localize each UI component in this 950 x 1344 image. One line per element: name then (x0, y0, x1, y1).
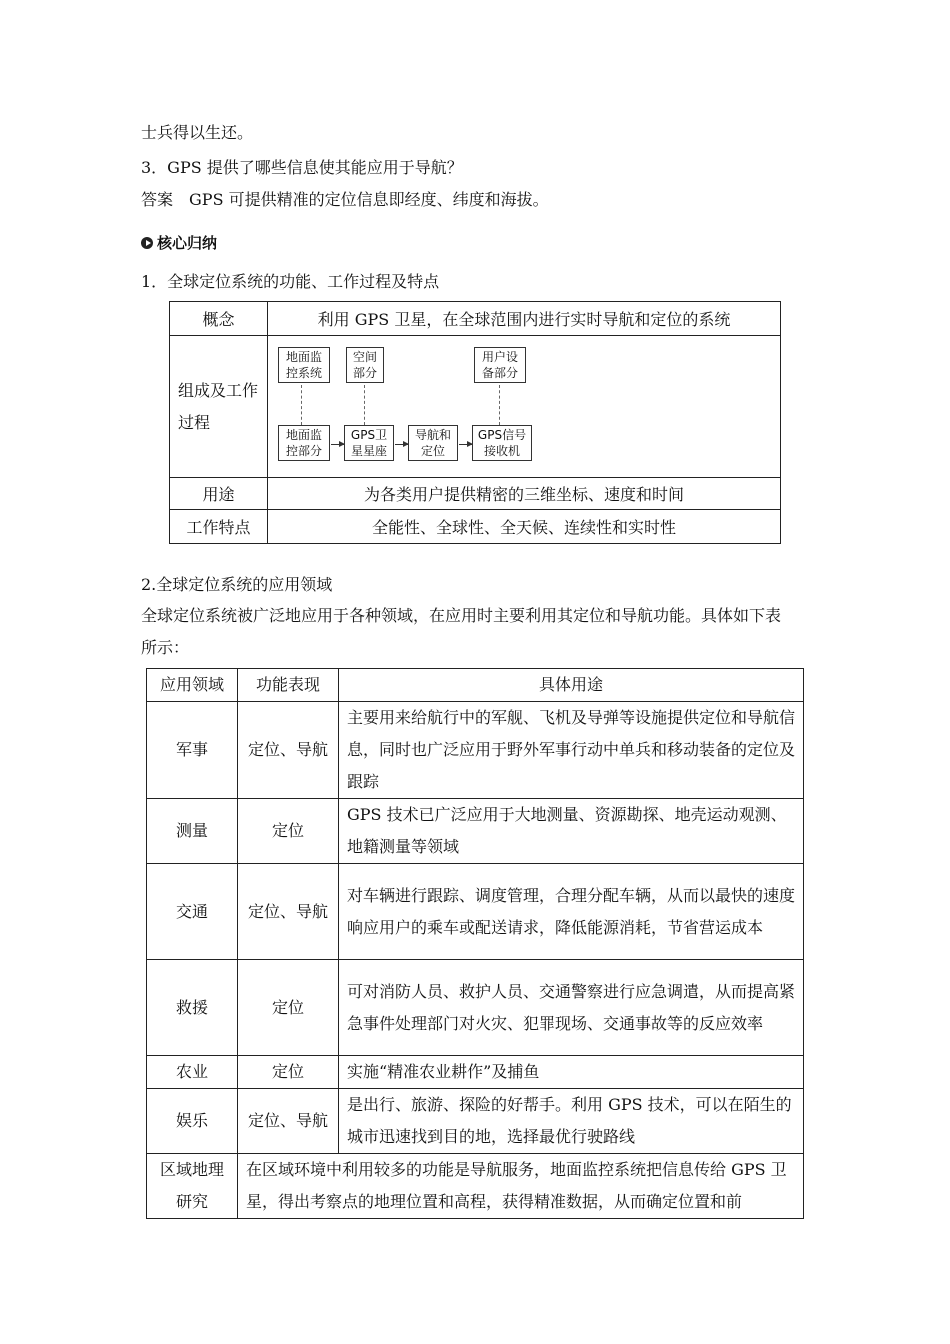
text-line-1: 士兵得以生还。 (141, 123, 254, 142)
section-2-desc-line-1: 全球定位系统被广泛地应用于各种领域，在应用时主要利用其定位和导航功能。具体如下表 (141, 606, 782, 625)
function-cell: 定位 (238, 1056, 339, 1089)
use-cell: 对车辆进行跟踪、调度管理，合理分配车辆，从而以最快的速度响应用户的乘车或配送请求，降低能源消耗，节省营运成本 (339, 864, 804, 960)
box-navigation-positioning: 导航和定位 (408, 425, 458, 461)
box-gps-constellation: GPS卫星星座 (344, 425, 394, 461)
table-row (147, 1056, 804, 1089)
table-row (147, 799, 804, 864)
section-1-title: 1．全球定位系统的功能、工作过程及特点 (141, 272, 440, 291)
question-3: 3．GPS 提供了哪些信息使其能应用于导航？ (141, 158, 463, 177)
use-cell: 在区域环境中利用较多的功能是导航服务，地面监控系统把信息传给 GPS 卫星，得出考察点的地理位置和高程，获得精准数据，从而确定位置和前 (238, 1154, 804, 1219)
use-cell: 可对消防人员、救护人员、交通警察进行应急调遣，从而提高紧急事件处理部门对火灾、犯罪现场、交通事故等的反应效率 (339, 960, 804, 1056)
section-2-desc-line-2: 所示： (141, 638, 190, 657)
table-row (147, 1154, 804, 1219)
dashed-connector (499, 385, 500, 425)
table-cell-value: 全能性、全球性、全天候、连续性和实时性 (268, 510, 781, 544)
section-2-title: 2.全球定位系统的应用领域 (141, 575, 333, 594)
core-summary-title: 核心归纳 (157, 234, 218, 252)
column-header: 应用领域 (147, 669, 238, 702)
table-row (147, 1089, 804, 1154)
dashed-connector (364, 385, 365, 425)
table-cell-label: 组成及工作过程 (170, 336, 268, 478)
use-cell: 是出行、旅游、探险的好帮手。利用 GPS 技术，可以在陌生的城市迅速找到目的地，选择最优行驶路线 (339, 1089, 804, 1154)
field-cell: 农业 (147, 1056, 238, 1089)
arrow-right (331, 444, 344, 445)
box-space-part: 空间部分 (346, 347, 384, 383)
table-cell-value: 为各类用户提供精密的三维坐标、速度和时间 (268, 478, 781, 510)
arrow-right (459, 444, 472, 445)
function-cell: 定位 (238, 799, 339, 864)
table-cell-value: 利用 GPS 卫星，在全球范围内进行实时导航和定位的系统 (268, 302, 781, 336)
table-row (170, 478, 781, 510)
column-header: 具体用途 (339, 669, 804, 702)
box-user-equipment: 用户设备部分 (474, 347, 526, 383)
table-row (170, 336, 781, 478)
diagram-cell (268, 336, 781, 478)
field-cell: 测量 (147, 799, 238, 864)
function-cell: 定位、导航 (238, 702, 339, 799)
table-row (170, 510, 781, 544)
table-row (170, 302, 781, 336)
answer-line (141, 189, 549, 211)
column-header: 功能表现 (238, 669, 339, 702)
field-cell: 交通 (147, 864, 238, 960)
function-cell: 定位、导航 (238, 864, 339, 960)
use-cell: GPS 技术已广泛应用于大地测量、资源勘探、地壳运动观测、地籍测量等领域 (339, 799, 804, 864)
arrow-right (395, 444, 408, 445)
table-cell-label: 概念 (170, 302, 268, 336)
box-ground-monitor-system: 地面监控系统 (278, 347, 330, 383)
table-header-row (147, 669, 804, 702)
gps-workflow-diagram (274, 337, 774, 477)
field-cell: 军事 (147, 702, 238, 799)
play-circle-icon (141, 237, 153, 249)
core-summary-heading (141, 232, 217, 253)
field-cell: 救援 (147, 960, 238, 1056)
field-cell: 区域地理研究 (147, 1154, 238, 1219)
answer-label: 答案 (141, 190, 174, 209)
use-cell: 主要用来给航行中的军舰、飞机及导弹等设施提供定位和导航信息，同时也广泛应用于野外军事行动中单兵和移动装备的定位及跟踪 (339, 702, 804, 799)
answer-text: GPS 可提供精准的定位信息即经度、纬度和海拔。 (189, 190, 549, 209)
table-row (147, 960, 804, 1056)
function-cell: 定位、导航 (238, 1089, 339, 1154)
table-row (147, 702, 804, 799)
gps-features-table (169, 301, 781, 544)
function-cell: 定位 (238, 960, 339, 1056)
field-cell: 娱乐 (147, 1089, 238, 1154)
table-cell-label: 工作特点 (170, 510, 268, 544)
dashed-connector (301, 385, 302, 425)
box-ground-monitor-part: 地面监控部分 (278, 425, 330, 461)
table-cell-label: 用途 (170, 478, 268, 510)
use-cell: 实施“精准农业耕作”及捕鱼 (339, 1056, 804, 1089)
box-gps-receiver: GPS信号接收机 (472, 425, 532, 461)
table-row (147, 864, 804, 960)
gps-applications-table (146, 668, 804, 1219)
